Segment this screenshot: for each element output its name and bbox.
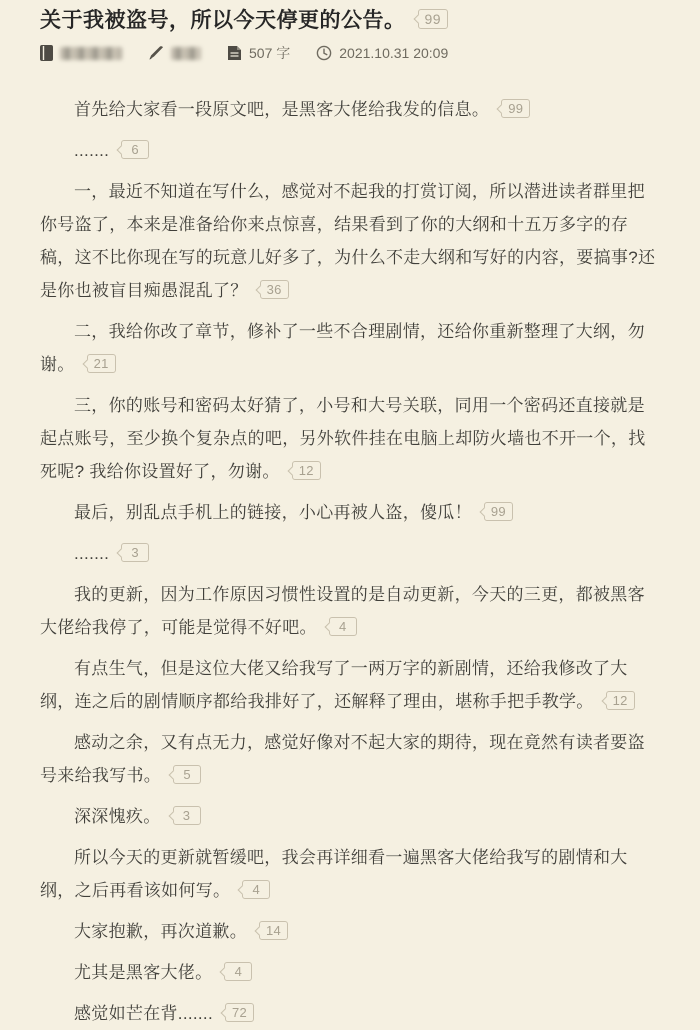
paragraph bbox=[40, 800, 660, 833]
book-icon bbox=[40, 45, 53, 61]
pen-icon bbox=[148, 45, 164, 61]
paragraph-comment-badge[interactable] bbox=[260, 280, 289, 299]
paragraph-comment-badge[interactable] bbox=[484, 502, 513, 521]
paragraph-text: 一，最近不知道在写什么，感觉对不起我的打赏订阅，所以潜进读者群里把你号盗了，本来是准备给你来点惊喜，结果看到了你的大纲和十五万多字的存稿，这不比你现在写的玩意儿好多了，为什么不走大纲和写好的内容，要搞事?还是你也被盲目痴愚混乱了？ bbox=[40, 182, 656, 300]
word-count-item bbox=[227, 44, 290, 62]
paragraph-text: ....... bbox=[74, 141, 110, 160]
paragraph-comment-badge[interactable] bbox=[329, 617, 357, 636]
paragraph-text: 最后，别乱点手机上的链接，小心再被人盗，傻瓜！ bbox=[74, 503, 472, 522]
paragraph-comment-count: 99 bbox=[508, 101, 524, 116]
chapter-content bbox=[40, 93, 660, 1030]
paragraph-text: 有点生气，但是这位大佬又给我写了一两万字的新剧情，还给我修改了大纲，连之后的剧情顺序都给我排好了，还解释了理由，堪称手把手教学。 bbox=[40, 659, 628, 711]
paragraph-text: ....... bbox=[74, 544, 110, 563]
paragraph-comment-count: 6 bbox=[131, 142, 139, 157]
paragraph-comment-count: 3 bbox=[182, 808, 191, 823]
chapter-meta bbox=[40, 44, 660, 62]
page-title bbox=[40, 8, 660, 34]
paragraph bbox=[40, 389, 660, 488]
paragraph-comment-count: 36 bbox=[266, 282, 282, 297]
paragraph-text: 感动之余，又有点无力，感觉好像对不起大家的期待，现在竟然有读者要盗号来给我写书。 bbox=[40, 733, 645, 785]
paragraph-comment-count: 5 bbox=[183, 767, 191, 782]
paragraph-comment-badge[interactable] bbox=[87, 354, 116, 373]
paragraph-comment-badge[interactable] bbox=[121, 543, 149, 562]
paragraph-text: 我的更新，因为工作原因习惯性设置的是自动更新，今天的三更，都被黑客大佬给我停了，可能是觉得不好吧。 bbox=[40, 585, 645, 637]
chapter-title-text: 关于我被盗号，所以今天停更的公告。 bbox=[40, 9, 406, 32]
paragraph bbox=[40, 915, 660, 948]
author-name-redacted bbox=[171, 47, 201, 60]
paragraph-comment-count: 12 bbox=[612, 693, 628, 708]
book-name-item[interactable] bbox=[40, 45, 122, 61]
paragraph-text: 二，我给你改了章节，修补了一些不合理剧情，还给你重新整理了大纲，勿谢。 bbox=[40, 322, 645, 374]
paragraph bbox=[40, 537, 660, 570]
paragraph-comment-badge[interactable] bbox=[242, 880, 270, 899]
paragraph-text: 大家抱歉，再次道歉。 bbox=[74, 922, 247, 941]
paragraph-comment-count: 12 bbox=[298, 463, 314, 478]
title-comment-count: 99 bbox=[424, 11, 442, 27]
paragraph bbox=[40, 652, 660, 718]
clock-icon bbox=[316, 45, 332, 61]
paragraph-comment-badge[interactable] bbox=[225, 1003, 254, 1022]
paragraph-comment-badge[interactable] bbox=[173, 806, 201, 825]
paragraph-comment-badge[interactable] bbox=[224, 962, 252, 981]
paragraph-text: 三，你的账号和密码太好猜了，小号和大号关联，同用一个密码还直接就是起点账号，至少换个复杂点的吧，另外软件挂在电脑上却防火墙也不开一个，找死呢? 我给你设置好了，勿谢。 bbox=[40, 396, 646, 481]
paragraph-comment-badge[interactable] bbox=[501, 99, 530, 118]
paragraph-comment-count: 4 bbox=[339, 619, 347, 634]
paragraph bbox=[40, 134, 660, 167]
paragraph-comment-count: 4 bbox=[234, 964, 243, 979]
paragraph bbox=[40, 93, 660, 126]
publish-time-label: 2021.10.31 20:09 bbox=[339, 45, 449, 61]
word-count-label: 507 字 bbox=[249, 45, 291, 61]
paragraph bbox=[40, 997, 660, 1030]
title-comment-badge[interactable] bbox=[418, 9, 449, 29]
paragraph bbox=[40, 175, 660, 307]
book-name-redacted bbox=[60, 47, 122, 60]
paragraph-comment-count: 72 bbox=[231, 1005, 248, 1020]
paragraph-comment-badge[interactable] bbox=[121, 140, 149, 159]
paragraph-text: 所以今天的更新就暂缓吧，我会再详细看一遍黑客大佬给我写的剧情和大纲，之后再看该如何写。 bbox=[40, 848, 628, 900]
paragraph bbox=[40, 496, 660, 529]
paragraph-comment-count: 21 bbox=[93, 356, 109, 371]
paragraph-comment-badge[interactable] bbox=[606, 691, 635, 710]
paragraph bbox=[40, 956, 660, 989]
author-name-item[interactable] bbox=[148, 45, 201, 61]
paragraph-comment-count: 3 bbox=[131, 545, 139, 560]
paragraph-comment-badge[interactable] bbox=[259, 921, 288, 940]
paragraph bbox=[40, 315, 660, 381]
paragraph-comment-count: 4 bbox=[252, 882, 261, 897]
paragraph-text: 首先给大家看一段原文吧，是黑客大佬给我发的信息。 bbox=[74, 100, 490, 119]
paragraph-comment-count: 99 bbox=[490, 504, 506, 519]
paragraph bbox=[40, 726, 660, 792]
publish-time-item bbox=[316, 44, 448, 62]
paragraph bbox=[40, 841, 660, 907]
paragraph-comment-badge[interactable] bbox=[292, 461, 321, 480]
paragraph-comment-count: 14 bbox=[266, 923, 282, 938]
paragraph-text: 深深愧疚。 bbox=[74, 807, 161, 826]
paragraph-text: 感觉如芒在背....... bbox=[74, 1004, 213, 1023]
document-icon bbox=[227, 45, 242, 61]
paragraph bbox=[40, 578, 660, 644]
paragraph-comment-badge[interactable] bbox=[173, 765, 201, 784]
paragraph-text: 尤其是黑客大佬。 bbox=[74, 963, 213, 982]
